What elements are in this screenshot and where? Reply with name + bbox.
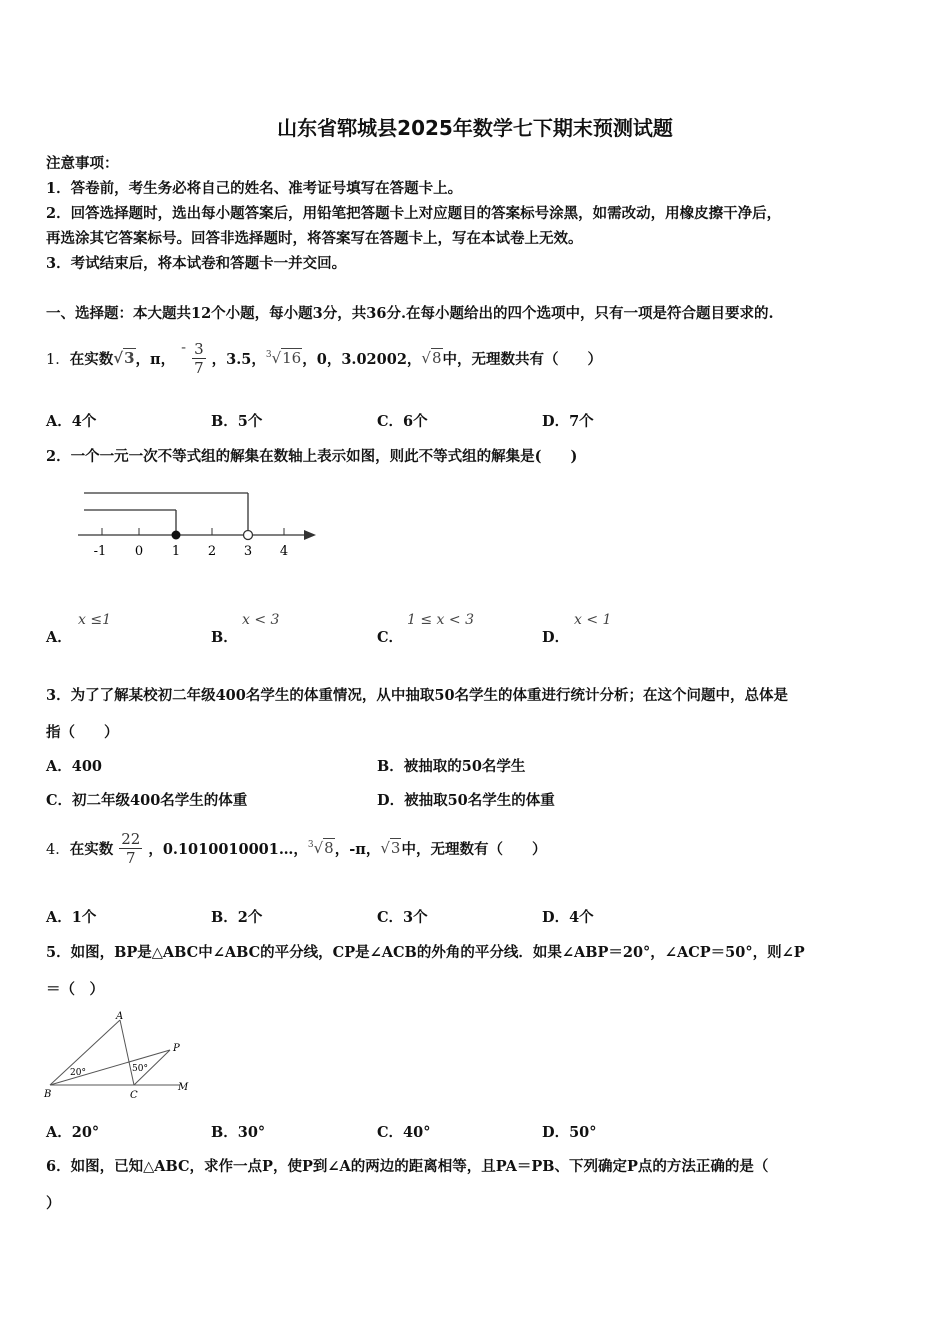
question-5-cont: ＝（ ） — [46, 981, 104, 998]
minus-sign: - — [181, 340, 187, 356]
section-heading: 一、选择题：本大题共12个小题，每小题3分，共36分.在每小题给出的四个选项中，只有一项是符合题目要求的. — [46, 305, 774, 322]
number-line-figure — [70, 482, 330, 564]
axis-label: 4 — [279, 544, 289, 559]
option-d[interactable]: D． — [542, 629, 570, 646]
notice-item: 1．答卷前，考生务必将自己的姓名、准考证号填写在答题卡上。 — [46, 180, 463, 197]
option-a[interactable]: A．1个 — [46, 909, 97, 926]
option-b[interactable]: B．5个 — [211, 413, 263, 430]
label-m: M — [178, 1082, 189, 1093]
option-d[interactable]: D．4个 — [542, 909, 594, 926]
option-b[interactable]: B．30° — [211, 1124, 266, 1141]
option-a[interactable]: A． — [46, 629, 72, 646]
sqrt-8: √8 — [421, 349, 442, 367]
option-b-math: x < 3 — [242, 612, 280, 628]
axis-label: -1 — [93, 544, 107, 559]
question-5: 5．如图，BP是△ABC中∠ABC的平分线，CP是∠ACB的外角的平分线．如果∠ABP＝20°，∠ACP＝50°，则∠P — [46, 944, 805, 961]
option-c[interactable]: C． — [377, 629, 404, 646]
question-text: ，3.5， — [211, 350, 266, 368]
page-title: 山东省郓城县2025年数学七下期末预测试题 — [277, 116, 673, 140]
question-6: 6．如图，已知△ABC，求作一点P，使P到∠A的两边的距离相等，且PA＝PB、下列确定P点的方法正确的是（ — [46, 1158, 769, 1175]
question-text: ，-π， — [334, 840, 381, 858]
question-text: 中，无理数共有（ ） — [442, 350, 603, 368]
question-3: 3．为了了解某校初二年级400名学生的体重情况，从中抽取50名学生的体重进行统计分析；在这个问题中，总体是 — [46, 687, 789, 704]
question-1 — [46, 332, 602, 384]
option-a-math: x ≤1 — [78, 612, 111, 628]
solid-point — [172, 531, 181, 540]
label-c: C — [130, 1090, 138, 1101]
angle-label: 50° — [132, 1064, 148, 1074]
axis-label: 2 — [207, 544, 217, 559]
label-p: P — [173, 1043, 180, 1054]
cbrt-8: $^3$√8 — [307, 839, 334, 857]
option-b[interactable]: B．被抽取的50名学生 — [377, 758, 526, 775]
label-a: A — [116, 1011, 124, 1022]
question-text: ，0.1010010001…， — [148, 840, 308, 858]
notice-item: 再选涂其它答案标号。回答非选择题时，将答案写在答题卡上，写在本试卷上无效。 — [46, 230, 583, 247]
notice-heading: 注意事项： — [46, 155, 119, 172]
question-4 — [46, 822, 546, 874]
option-c[interactable]: C．40° — [377, 1124, 431, 1141]
axis-label: 3 — [243, 544, 253, 559]
question-6-cont: ） — [46, 1195, 61, 1212]
option-b[interactable]: B． — [211, 629, 238, 646]
option-d[interactable]: D．7个 — [542, 413, 594, 430]
axis-arrow — [304, 530, 316, 540]
option-c-math: 1 ≤ x < 3 — [407, 612, 474, 628]
sqrt-3: √3 — [113, 349, 135, 367]
cbrt-16: $^3$√16 — [265, 349, 302, 367]
notice-item: 3．考试结束后，将本试卷和答题卡一并交回。 — [46, 255, 347, 272]
option-d[interactable]: D．50° — [542, 1124, 597, 1141]
question-text: 在实数 — [69, 350, 114, 368]
question-2: 2．一个一元一次不等式组的解集在数轴上表示如图，则此不等式组的解集是( ) — [46, 448, 578, 465]
option-c[interactable]: C．3个 — [377, 909, 428, 926]
fraction-22-7: $\frac{22}{7}$ — [121, 829, 141, 867]
axis-label: 0 — [134, 544, 144, 559]
option-a[interactable]: A．400 — [46, 758, 103, 775]
option-c[interactable]: C．6个 — [377, 413, 428, 430]
notice-item: 2．回答选择题时，选出每小题答案后，用铅笔把答题卡上对应题目的答案标号涂黑，如需改动，用橡皮擦干净后， — [46, 205, 782, 222]
option-b[interactable]: B．2个 — [211, 909, 263, 926]
angle-label: 20° — [70, 1068, 86, 1078]
question-text: ，0，3.02002， — [302, 350, 422, 368]
fraction-3-7: $\frac{3}{7}$ — [194, 339, 204, 377]
question-text: 在实数 — [69, 840, 114, 858]
option-a[interactable]: A．20° — [46, 1124, 100, 1141]
option-d[interactable]: D．被抽取50名学生的体重 — [377, 792, 555, 809]
hollow-point — [244, 531, 253, 540]
question-number: 1． — [46, 351, 70, 368]
triangle-figure — [40, 1010, 200, 1105]
question-3-cont: 指（ ） — [46, 724, 119, 741]
question-text: ，π， — [135, 350, 176, 368]
option-a[interactable]: A．4个 — [46, 413, 97, 430]
side-ac — [120, 1020, 134, 1085]
question-text: 中，无理数有（ ） — [401, 840, 547, 858]
axis-label: 1 — [171, 544, 181, 559]
question-number: 4． — [46, 841, 70, 858]
option-c[interactable]: C．初二年级400名学生的体重 — [46, 792, 248, 809]
label-b: B — [44, 1089, 52, 1100]
sqrt-3: √3 — [380, 839, 401, 857]
option-d-math: x < 1 — [574, 612, 612, 628]
